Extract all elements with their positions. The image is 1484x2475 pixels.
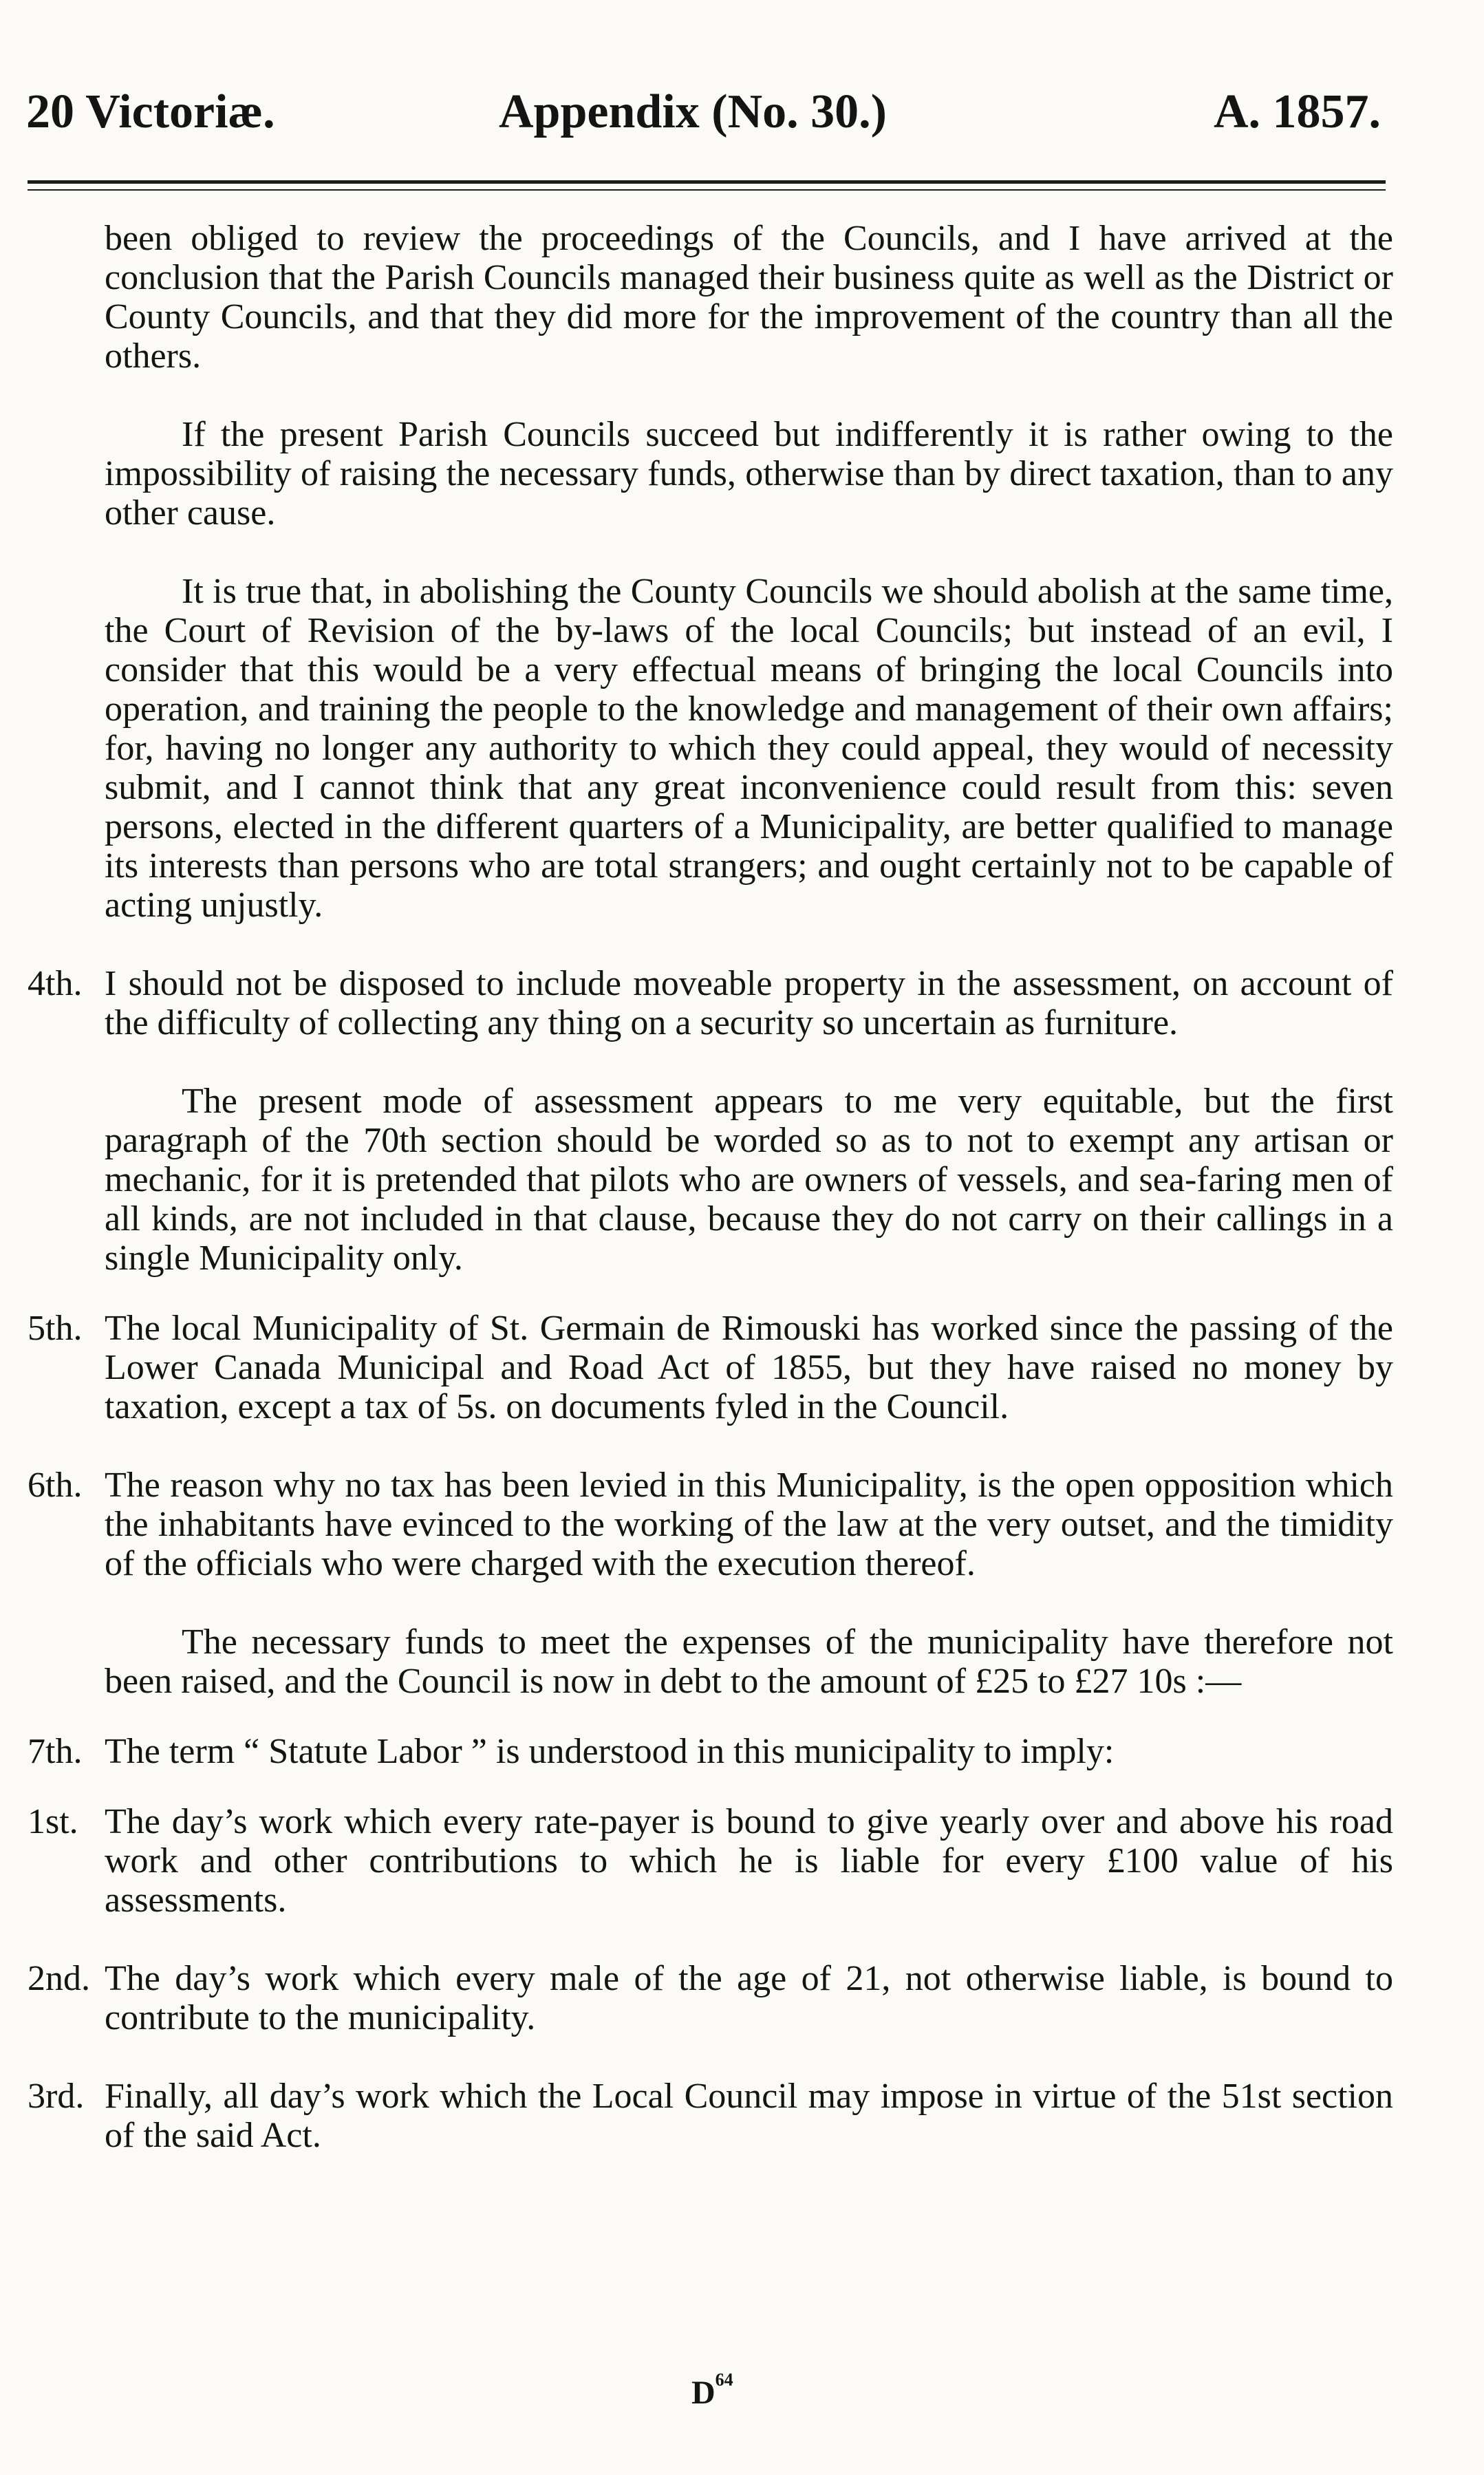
paragraph-assessment-mode: The present mode of assessment appears to me very equitable, but the first paragraph of the 70th section should be worded so as to not to exempt any artisan or mechanic, for it is pretended that pilots who are owners of vessels, and sea-faring men of all kinds, are not included in that clause, because they do not carry on their callings in a single Municipality only. xyxy=(105,1082,1393,1278)
header-year: A. 1857. xyxy=(1213,85,1381,138)
paragraph-necessary-funds: The necessary funds to meet the expenses of the municipality have therefore not been raised, and the Council is now in debt to the amount of £25 to £27 10s :— xyxy=(105,1622,1393,1701)
header-rule-thick xyxy=(28,180,1386,184)
numbered-item-1st xyxy=(28,1802,1393,1920)
page-header xyxy=(0,74,1484,150)
numbered-item-3rd xyxy=(28,2077,1393,2155)
item-number: 1st. xyxy=(28,1802,78,1841)
item-text: I should not be disposed to include moveable property in the assessment, on account of the difficulty of collecting any thing on a security so uncertain as furniture. xyxy=(105,964,1393,1042)
paragraph-court-of-revision: It is true that, in abolishing the County Councils we should abolish at the same time, the Court of Revision of the by-laws of the local Councils; but instead of an evil, I consider that this would be a very effectual means of bringing the local Councils into operation, and training the people to the knowledge and management of their own affairs; for, having no longer any authority to which they could appeal, they would of necessity submit, and I cannot think that any great inconvenience could result from this: seven persons, elected in the different quarters of a Municipality, are better qualified to manage its interests than persons who are total strangers; and ought certainly not to be capable of acting unjustly. xyxy=(105,572,1393,925)
numbered-item-7th xyxy=(28,1732,1393,1771)
item-number: 5th. xyxy=(28,1309,83,1348)
header-regnal-year: 20 Victoriæ. xyxy=(26,85,275,138)
numbered-item-2nd xyxy=(28,1959,1393,2037)
item-text: The reason why no tax has been levied in this Municipality, is the open opposition which the inhabitants have evinced to the working of the law at the very outset, and the timidity of the officials who were charged with the execution thereof. xyxy=(105,1466,1393,1583)
numbered-item-4th xyxy=(28,964,1393,1042)
item-text: The day’s work which every rate-payer is bound to give yearly over and above his road work and other contributions to which he is liable for every £100 value of his assessments. xyxy=(105,1802,1393,1920)
item-text: The day’s work which every male of the age of 21, not otherwise liable, is bound to contribute to the municipality. xyxy=(105,1959,1393,2037)
signature-number: 64 xyxy=(715,2370,733,2390)
item-text: The local Municipality of St. Germain de Rimouski has worked since the passing of the Lower Canada Municipal and Road Act of 1855, but they have raised no money by taxation, except a tax of 5s. on documents fyled in the Council. xyxy=(105,1309,1393,1426)
printer-signature-mark xyxy=(691,2370,733,2412)
item-number: 4th. xyxy=(28,964,83,1003)
item-number: 6th. xyxy=(28,1466,83,1505)
header-rule-thin xyxy=(28,189,1386,191)
item-text: Finally, all day’s work which the Local Council may impose in virtue of the 51st section of the said Act. xyxy=(105,2077,1393,2155)
item-number: 7th. xyxy=(28,1732,83,1771)
numbered-item-5th xyxy=(28,1309,1393,1426)
header-appendix-title: Appendix (No. 30.) xyxy=(499,85,887,138)
signature-letter: D xyxy=(691,2375,716,2411)
numbered-item-6th xyxy=(28,1466,1393,1583)
paragraph-continuation: been obliged to review the proceedings of the Councils, and I have arrived at the conclusion that the Parish Councils managed their business quite as well as the District or County Councils, and that they did more for the improvement of the country than all the others. xyxy=(105,219,1393,376)
item-text: The term “ Statute Labor ” is understood in this municipality to imply: xyxy=(105,1732,1115,1771)
document-body xyxy=(28,219,1393,2155)
item-number: 2nd. xyxy=(28,1959,90,1998)
item-number: 3rd. xyxy=(28,2077,85,2116)
paragraph-parish-councils: If the present Parish Councils succeed but indifferently it is rather owing to the impossibility of raising the necessary funds, otherwise than by direct taxation, than to any other cause. xyxy=(105,415,1393,533)
